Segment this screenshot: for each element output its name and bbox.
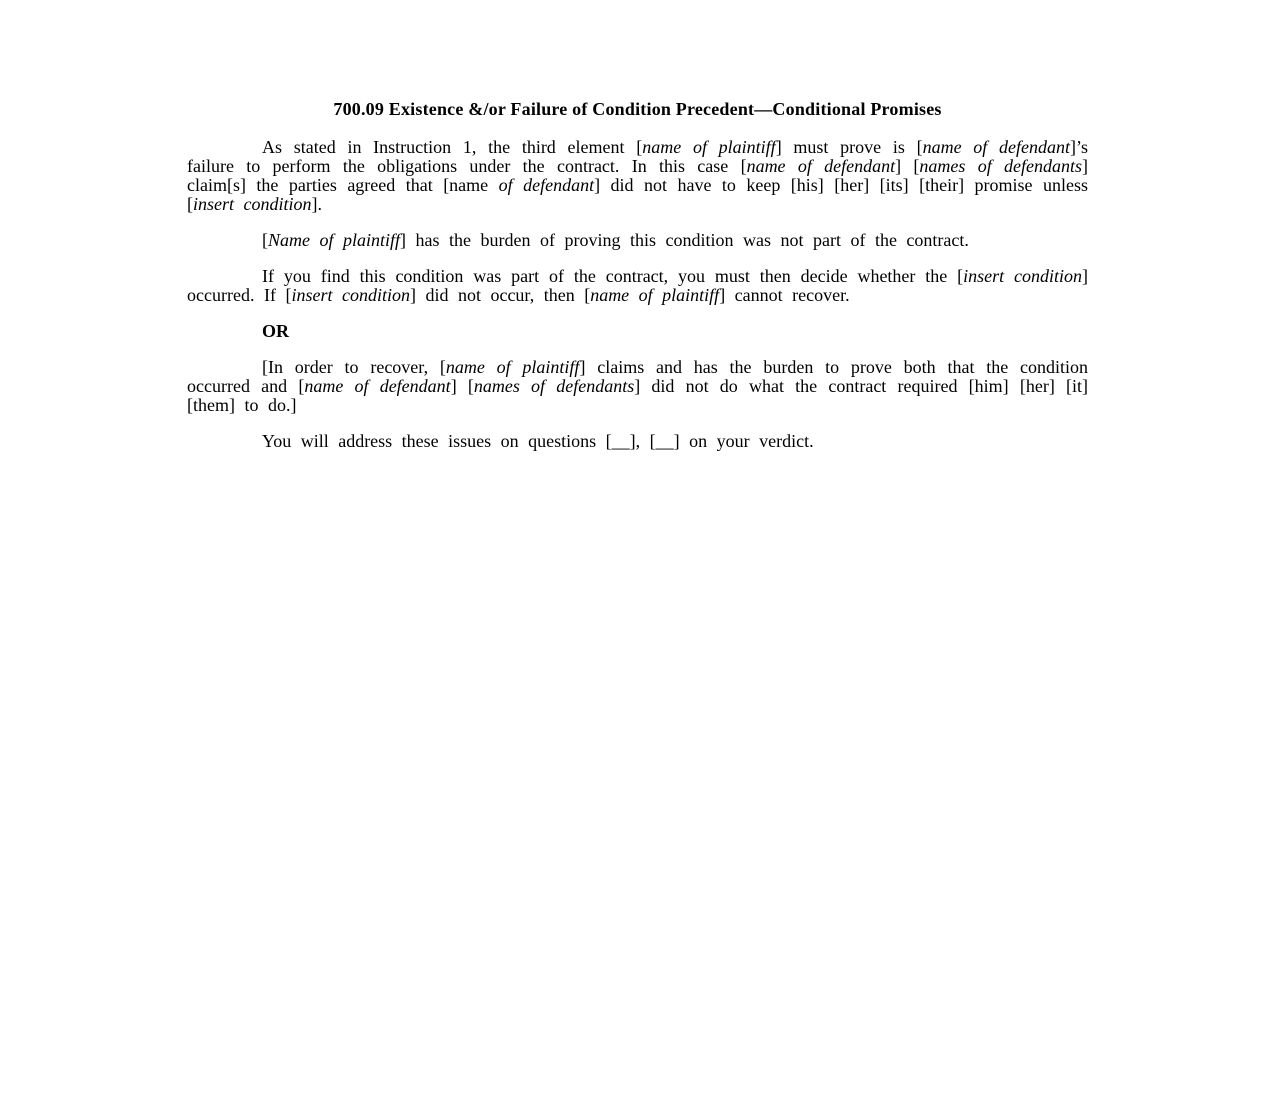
text-run: ] occurred. If [ (187, 266, 1088, 305)
placeholder-of-defendant: of defendant (498, 175, 595, 195)
document-content (187, 100, 1088, 468)
placeholder-name-of-plaintiff: name of plaintiff (642, 137, 776, 157)
text-run: You will address these issues on questions [__], [__] on your verdict. (262, 431, 814, 451)
placeholder-name-of-plaintiff: name of plaintiff (590, 285, 720, 305)
text-run: ] [ (450, 376, 474, 396)
text-run: ] cannot recover. (719, 285, 850, 305)
text-run: [In order to recover, [ (262, 357, 446, 377)
placeholder-insert-condition: insert condition (291, 285, 410, 305)
text-run: ] has the burden of proving this condition was not part of the contract. (400, 230, 969, 250)
paragraph-burden (187, 231, 1088, 250)
paragraph-intro (187, 138, 1088, 214)
text-run: ] [ (895, 156, 920, 176)
paragraph-verdict-questions (187, 432, 1088, 451)
text-run: [ (262, 230, 268, 250)
placeholder-insert-condition: insert condition (963, 266, 1082, 286)
text-run: ] did not occur, then [ (409, 285, 591, 305)
paragraph-condition-decision (187, 267, 1088, 305)
placeholder-name-of-plaintiff: Name of plaintiff (268, 230, 401, 250)
page-title: 700.09 Existence &/or Failure of Condition Precedent—Conditional Promises (333, 99, 942, 119)
placeholder-name-of-defendant: name of defendant (922, 137, 1070, 157)
text-run: ] must prove is [ (775, 137, 923, 157)
text-run: ] did not do what the contract required [him] [her] [it] [them] to do.] (187, 376, 1088, 415)
text-run: If you find this condition was part of the contract, you must then decide whether the [ (262, 266, 964, 286)
text-run: ]. (311, 194, 322, 214)
placeholder-names-of-defendants: names of defendants (473, 376, 635, 396)
text-run: ]’s failure to perform the obligations under the contract. In this case [ (187, 137, 1088, 176)
placeholder-names-of-defendants: names of defendants (919, 156, 1082, 176)
placeholder-name-of-defendant: name of defendant (304, 376, 451, 396)
text-run: ] did not have to keep [his] [her] [its] [their] promise unless [ (187, 175, 1088, 214)
text-run: ] claims and has the burden to prove both that the condition occurred and [ (187, 357, 1088, 396)
paragraph-alternative-recover (187, 358, 1088, 415)
placeholder-name-of-defendant: name of defendant (746, 156, 896, 176)
text-run: As stated in Instruction 1, the third element [ (262, 137, 643, 157)
or-divider: OR (262, 321, 289, 341)
text-run: ] claim[s] the parties agreed that [name (187, 156, 1088, 195)
placeholder-insert-condition: insert condition (193, 194, 312, 214)
placeholder-name-of-plaintiff: name of plaintiff (445, 357, 580, 377)
